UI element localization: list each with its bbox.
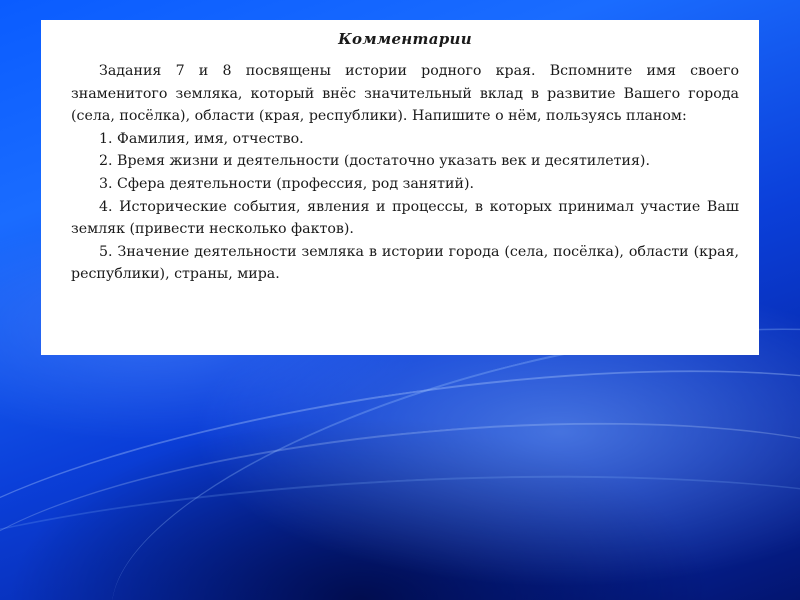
intro-paragraph: Задания 7 и 8 посвящены истории родного края. Вспомните имя своего знаменитого земляка, который внёс значительный вклад в развитие Вашего города (села, посёлка), области (края, республики). Напишите о нём, пользуясь планом: <box>71 63 739 125</box>
document-panel <box>41 20 759 355</box>
plan-item-4: 4. Исторические события, явления и процессы, в которых принимал участие Ваш земляк (привести несколько фактов). <box>71 198 739 238</box>
plan-item-5: 5. Значение деятельности земляка в истории города (села, посёлка), области (края, республики), страны, мира. <box>71 243 739 283</box>
document-title: Комментарии <box>338 30 472 48</box>
plan-item-2: 2. Время жизни и деятельности (достаточно указать век и десятилетия). <box>99 153 650 170</box>
plan-item-3: 3. Сфера деятельности (профессия, род занятий). <box>99 175 474 192</box>
background-wave <box>0 315 800 600</box>
plan-item-1: 1. Фамилия, имя, отчество. <box>99 130 304 147</box>
background-wave <box>0 387 800 600</box>
background-wave <box>0 449 800 600</box>
